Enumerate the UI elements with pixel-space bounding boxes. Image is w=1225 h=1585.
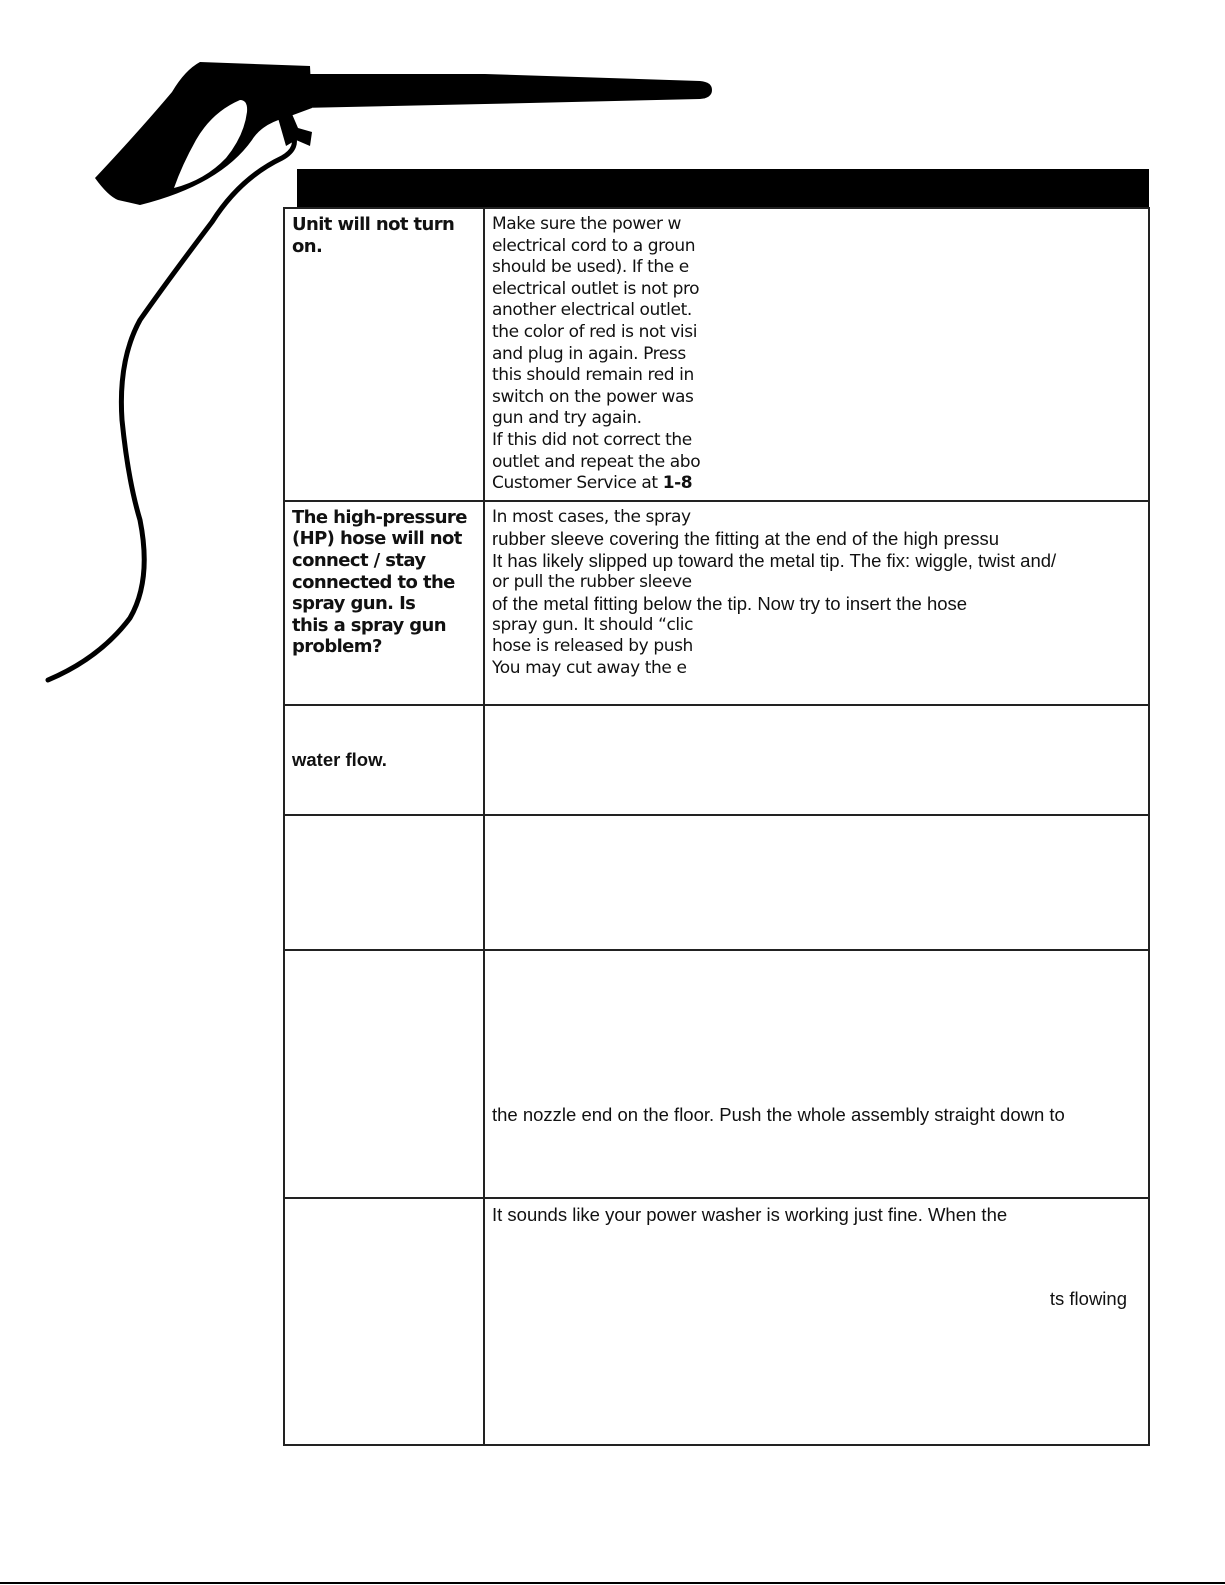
problem-line: this a spray gun xyxy=(292,614,446,636)
table-row xyxy=(284,950,1149,1198)
solution-line: outlet and repeat the abo xyxy=(492,451,701,472)
solution-line: spray gun. It should “clic xyxy=(492,614,694,635)
problem-cell xyxy=(284,208,484,501)
solution-line: ts flowing xyxy=(1049,1288,1127,1310)
solution-line: Make sure the power w xyxy=(492,214,682,234)
solution-line: and plug in again. Press xyxy=(492,343,686,364)
problem-cell xyxy=(284,1198,484,1445)
gun-handle xyxy=(95,62,312,205)
solution-line: electrical cord to a groun xyxy=(492,235,696,256)
solution-line-customer-service xyxy=(492,473,1141,495)
troubleshooting-table xyxy=(283,207,1150,1446)
solution-line: or pull the rubber sleeve xyxy=(492,571,692,592)
solution-cell xyxy=(484,208,1149,501)
table-row xyxy=(284,501,1149,705)
solution-line: rubber sleeve covering the fitting at the end of the high pressu xyxy=(492,528,1000,550)
problem-line: on. xyxy=(292,235,323,257)
problem-line: connect / stay xyxy=(292,549,426,571)
solution-cell xyxy=(484,501,1149,705)
solution-line: If this did not correct the xyxy=(492,429,692,450)
solution-line: electrical outlet is not pro xyxy=(492,278,700,299)
problem-line: connected to the xyxy=(292,571,455,593)
solution-cell xyxy=(484,705,1149,815)
solution-line: It sounds like your power washer is working just fine. When the xyxy=(492,1203,1008,1225)
problem-cell xyxy=(284,950,484,1198)
solution-line: this should remain red in xyxy=(492,365,694,386)
table-row xyxy=(284,815,1149,950)
spray-wand xyxy=(300,74,712,108)
problem-line: The high-pressure xyxy=(292,506,467,528)
solution-cell xyxy=(484,950,1149,1198)
problem-cell xyxy=(284,501,484,705)
table-row xyxy=(284,208,1149,501)
solution-line: It has likely slipped up toward the metal tip. The fix: wiggle, twist and/ xyxy=(492,549,1057,571)
problem-line: problem? xyxy=(292,636,382,658)
phone-number-fragment: 1-8 xyxy=(662,473,693,494)
problem-line: Unit will not turn xyxy=(292,214,455,235)
solution-cell xyxy=(484,1198,1149,1445)
problem-line: water flow. xyxy=(292,748,387,770)
hose xyxy=(48,132,294,680)
solution-line: the nozzle end on the floor. Push the whole assembly straight down to xyxy=(492,1103,1065,1125)
problem-cell xyxy=(284,815,484,950)
problem-cell xyxy=(284,705,484,815)
solution-cell xyxy=(484,815,1149,950)
table-row xyxy=(284,705,1149,815)
page-bottom-rule xyxy=(0,1582,1225,1584)
table-row xyxy=(284,1198,1149,1445)
problem-line: (HP) hose will not xyxy=(292,528,462,550)
solution-line: You may cut away the e xyxy=(492,657,687,678)
problem-line: spray gun. Is xyxy=(292,593,416,615)
solution-line: another electrical outlet. xyxy=(492,300,692,321)
customer-service-text: Customer Service at xyxy=(492,473,663,494)
solution-line: should be used). If the e xyxy=(492,257,689,278)
solution-line: hose is released by push xyxy=(492,636,693,657)
solution-line: gun and try again. xyxy=(492,408,642,429)
solution-line: In most cases, the spray xyxy=(492,506,691,527)
solution-line: switch on the power was xyxy=(492,386,694,407)
solution-line: the color of red is not visi xyxy=(492,321,698,342)
table-header-bar xyxy=(297,169,1149,207)
solution-line: of the metal fitting below the tip. Now try to insert the hose xyxy=(492,593,968,615)
